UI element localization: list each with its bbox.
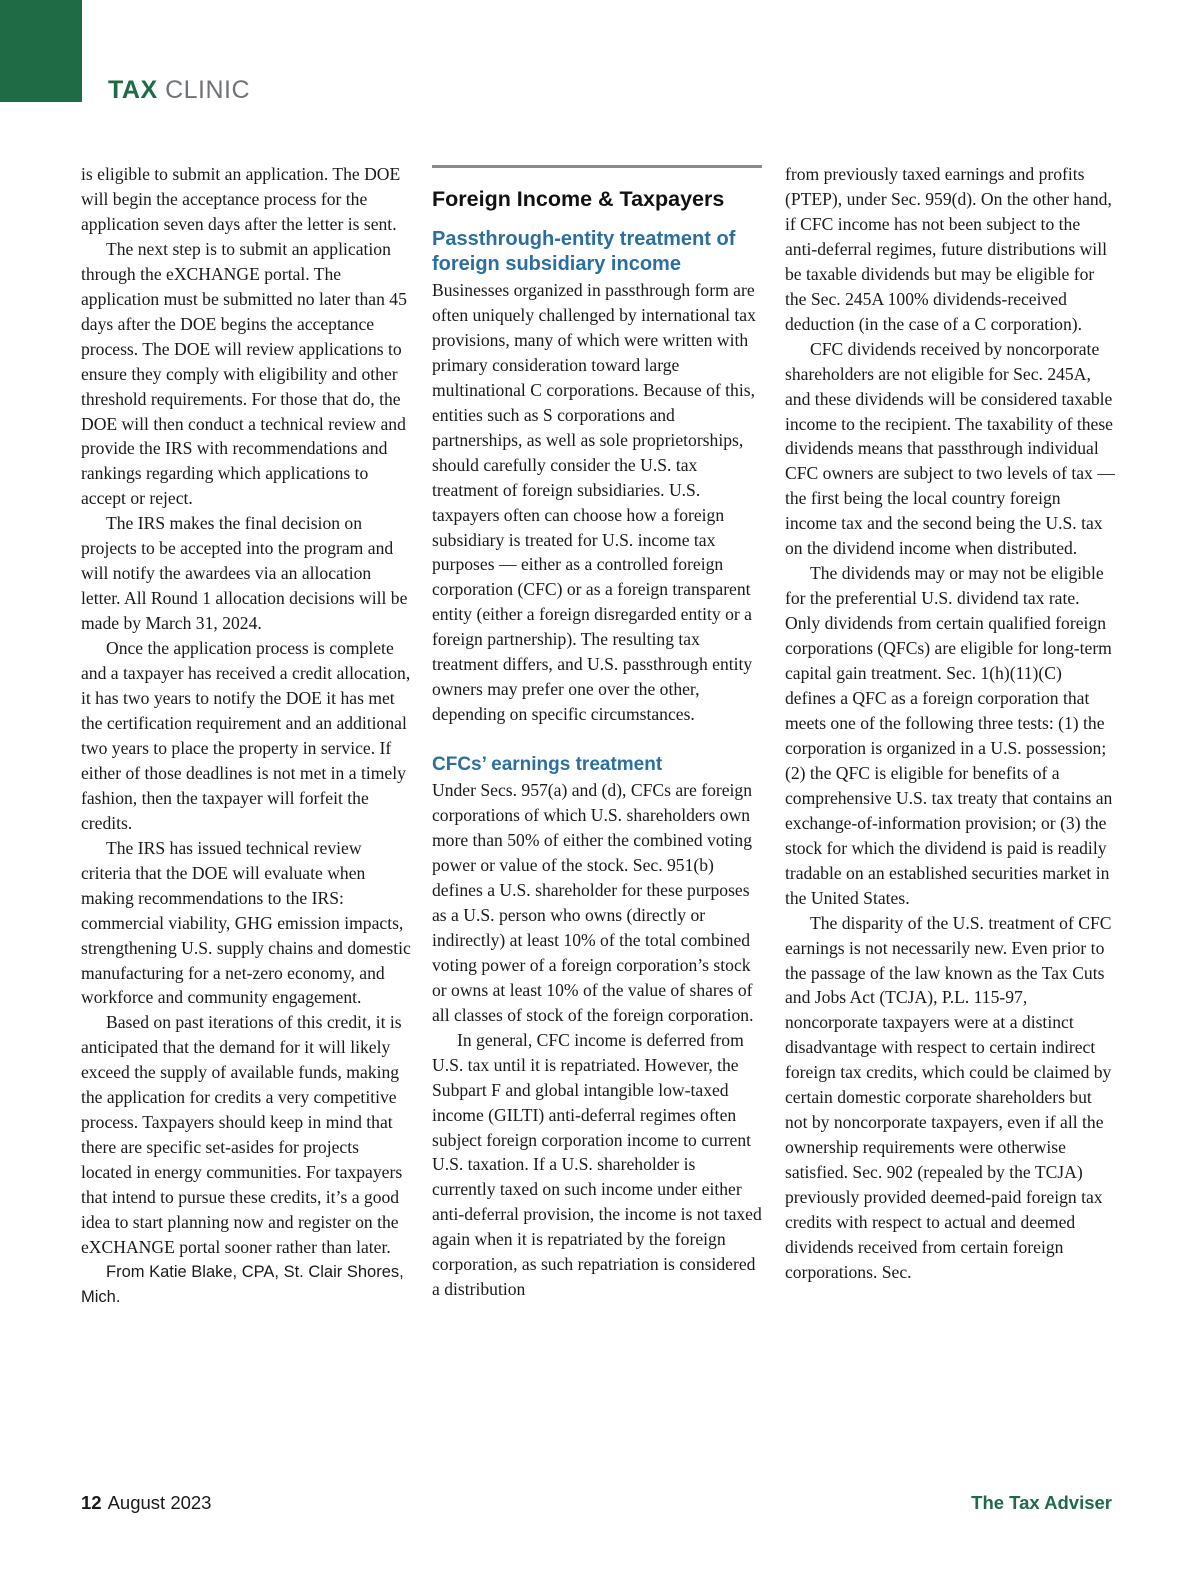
col3-paragraph: CFC dividends received by noncorporate shareholders are not eligible for Sec. 245A, and these dividends will be considered taxable income to the recipient. The taxability of these dividends means that passthrough individual CFC owners are subject to two levels of tax — the first being the local country foreign income tax and the second being the U.S. tax on the dividend income when distributed. [785,338,1115,559]
col1-paragraph: The next step is to submit an application through the eXCHANGE portal. The application must be submitted no later than 45 days after the DOE begins the acceptance process. The DOE will review applications to ensure they comply with eligibility and other threshold requirements. For those that do, the DOE will then conduct a technical review and provide the IRS with recommendations and rankings regarding which applications to accept or reject. [81,238,407,509]
section-label [108,76,250,105]
article-subheading: CFCs’ earnings treatment [432,754,663,776]
section-color-tab [0,0,82,102]
article-subheading: Passthrough-entity treatment of foreign subsidiary income [432,228,736,275]
author-credit: From Katie Blake, CPA, St. Clair Shores, Mich. [81,1262,404,1306]
section-label-bold: TAX [108,76,158,104]
section-label-rest: CLINIC [157,76,251,104]
col1-paragraph: Based on past iterations of this credit, it is anticipated that the demand for it will likely exceed the supply of available funds, making the application for credits a very competitive process. Taxpayers should keep in mind that there are specific set-asides for projects located in energy communities. For taxpayers that intend to pursue these credits, it’s a good idea to start planning now and register on the eXCHANGE portal sooner rather than later. [81,1012,403,1257]
col1-paragraph: Once the application process is complete and a taxpayer has received a credit allocation, it has two years to notify the DOE it has met the certification requirement and an additional two years to place the property in service. If either of those deadlines is not met in a timely fashion, then the taxpayer will forfeit the credits. [81,638,411,833]
column-3 [785,162,1115,1285]
col1-paragraph: is eligible to submit an application. The DOE will begin the acceptance process for the application seven days after the letter is sent. [81,164,401,234]
column-2 [432,165,762,1302]
column-1 [81,162,411,1310]
col2-paragraph: Businesses organized in passthrough form are often uniquely challenged by international tax provisions, many of which were written with primary consideration toward large multinational C corporations. Because of this, entities such as S corporations and partnerships, as well as sole proprietorships, should carefully consider the U.S. tax treatment of foreign subsidiaries. U.S. taxpayers often can choose how a foreign subsidiary is treated for U.S. income tax purposes — either as a controlled foreign corporation (CFC) or as a foreign transparent entity (either a foreign disregarded entity or a foreign partnership). The resulting tax treatment differs, and U.S. passthrough entity owners may prefer one over the other, depending on specific circumstances. [432,280,756,725]
page-number: 12 [81,1492,102,1513]
publication-name: The Tax Adviser [971,1492,1112,1513]
col3-paragraph: from previously taxed earnings and profits (PTEP), under Sec. 959(d). On the other hand, if CFC income has not been subject to the anti-deferral regimes, future distributions will be taxable dividends but may be eligible for the Sec. 245A 100% dividends-received deduction (in the case of a C corporation). [785,164,1112,334]
article-heading: Foreign Income & Taxpayers [432,187,725,211]
col2-paragraph: In general, CFC income is deferred from U.S. tax until it is repatriated. However, the Subpart F and global intangible low-taxed income (GILTI) anti-deferral regimes often subject foreign corporation income to current U.S. taxation. If a U.S. shareholder is currently taxed on such income under either anti-deferral provision, the income is not taxed again when it is repatriated by the foreign corporation, as such repatriation is considered a distribution [432,1029,762,1300]
col1-paragraph: The IRS has issued technical review criteria that the DOE will evaluate when making recommendations to the IRS: commercial viability, GHG emission impacts, strengthening U.S. supply chains and domestic manufacturing for a net-zero economy, and workforce and community engagement. [81,837,411,1008]
col1-paragraph: The IRS makes the final decision on projects to be accepted into the program and will notify the awardees via an allocation letter. All Round 1 allocation decisions will be made by March 31, 2024. [81,513,408,634]
footer-page-info [81,1492,211,1514]
col2-paragraph: Under Secs. 957(a) and (d), CFCs are foreign corporations of which U.S. shareholders own more than 50% of either the combined voting power or value of the stock. Sec. 951(b) defines a U.S. shareholder for these purposes as a U.S. person who owns (directly or indirectly) at least 10% of the total combined voting power of a foreign corporation’s stock or owns at least 10% of the value of shares of all classes of stock of the foreign corporation. [432,780,754,1025]
col3-paragraph: The dividends may or may not be eligible for the preferential U.S. dividend tax rate. Only dividends from certain qualified foreign corporations (QFCs) are eligible for long-term capital gain treatment. Sec. 1(h)(11)(C) defines a QFC as a foreign corporation that meets one of the following three tests: (1) the corporation is organized in a U.S. possession; (2) the QFC is eligible for benefits of a comprehensive U.S. tax treaty that contains an exchange-of-information provision; or (3) the stock for which the dividend is paid is readily tradable on an established securities market in the United States. [785,563,1113,908]
issue-date: August 2023 [107,1492,212,1513]
col3-paragraph: The disparity of the U.S. treatment of CFC earnings is not necessarily new. Even prior to the passage of the law known as the Tax Cuts and Jobs Act (TCJA), P.L. 115-97, noncorporate taxpayers were at a distinct disadvantage with respect to certain indirect foreign tax credits, which could be claimed by certain domestic corporate shareholders but not by noncorporate taxpayers, even if all the ownership requirements were otherwise satisfied. Sec. 902 (repealed by the TCJA) previously provided deemed-paid foreign tax credits with respect to actual and deemed dividends received from certain foreign corporations. Sec. [785,912,1112,1282]
